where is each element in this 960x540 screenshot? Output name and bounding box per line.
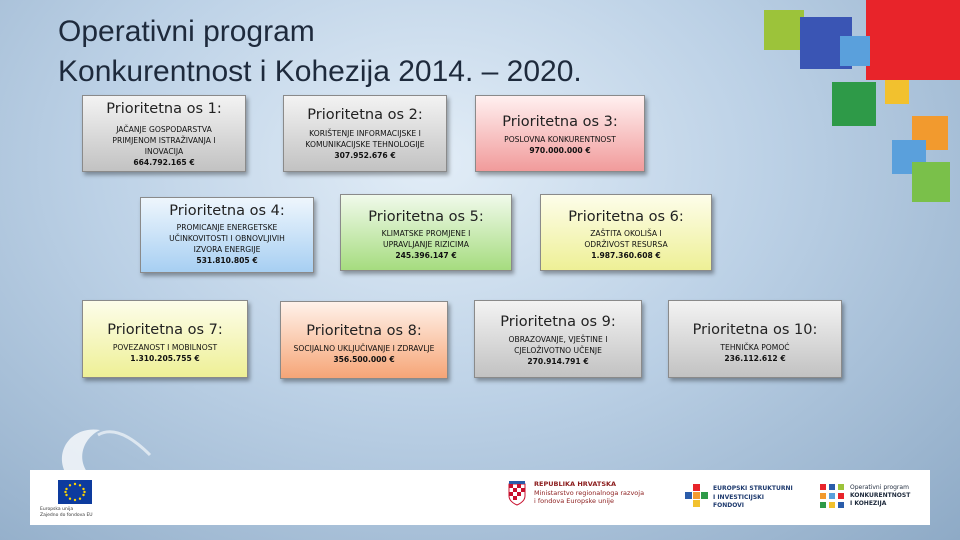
page-title: [58, 12, 582, 92]
op-logo-icon: [820, 484, 844, 508]
priority-axis-8: [280, 301, 448, 379]
esif-label: [713, 485, 793, 511]
priority-heading: Prioritetna os 6:: [568, 209, 684, 225]
priority-description: PROMICANJE ENERGETSKE UČINKOVITOSTI I OBNOVLJIVIH IZVORA ENERGIJE: [169, 223, 285, 254]
priority-axis-7: [82, 300, 248, 378]
priority-heading: Prioritetna os 3:: [502, 114, 618, 130]
op-label-line-1: Operativni program: [850, 484, 909, 491]
priority-description: KLIMATSKE PROMJENE I UPRAVLJANJE RIZICIMA: [381, 229, 471, 249]
esif-logo-icon: [685, 484, 709, 508]
priority-amount: 270.914.791 €: [527, 357, 589, 366]
priority-axis-6: [540, 194, 712, 271]
priority-amount: 1.987.360.608 €: [591, 251, 661, 260]
priority-heading: Prioritetna os 1:: [106, 101, 222, 117]
eu-label: [40, 507, 110, 519]
priority-description: KORIŠTENJE INFORMACIJSKE I KOMUNIKACIJSKE TEHNOLOGIJE: [305, 129, 425, 149]
priority-description: POSLOVNA KONKURENTNOST: [504, 135, 616, 144]
priority-axis-10: [668, 300, 842, 378]
ministry-label-line-1: REPUBLIKA HRVATSKA: [534, 480, 617, 488]
decor-square: [866, 0, 960, 80]
op-label: [850, 484, 930, 508]
priority-heading: Prioritetna os 2:: [307, 107, 423, 123]
ministry-label-line-3: i fondova Europske unije: [534, 497, 614, 505]
priority-heading: Prioritetna os 4:: [169, 203, 285, 219]
priority-axis-5: [340, 194, 512, 271]
priority-axis-9: [474, 300, 642, 378]
priority-amount: 307.952.676 €: [334, 151, 396, 160]
priority-heading: Prioritetna os 8:: [306, 323, 422, 339]
priority-amount: 531.810.805 €: [196, 256, 258, 265]
eu-flag-icon: [58, 480, 92, 504]
priority-axis-2: [283, 95, 447, 172]
op-label-line-2: KONKURENTNOST: [850, 492, 911, 499]
decor-square: [832, 82, 876, 126]
op-label-line-3: I KOHEZIJA: [850, 500, 887, 507]
priority-axis-3: [475, 95, 645, 172]
priority-heading: Prioritetna os 7:: [107, 322, 223, 338]
title-line-2: Konkurentnost i Kohezija 2014. – 2020.: [58, 55, 582, 88]
priority-axis-1: [82, 95, 246, 172]
priority-description: JAČANJE GOSPODARSTVA PRIMJENOM ISTRAŽIVANJA I INOVACIJA: [112, 125, 216, 156]
priority-description: OBRAZOVANJE, VJEŠTINE I CJELOŽIVOTNO UČENJE: [508, 335, 608, 355]
decor-square: [912, 162, 950, 202]
esif-label-line-1: EUROPSKI STRUKTURNI: [713, 485, 793, 492]
priority-amount: 245.396.147 €: [395, 251, 457, 260]
priority-axis-4: [140, 197, 314, 273]
priority-amount: 236.112.612 €: [724, 354, 786, 363]
priority-heading: Prioritetna os 10:: [692, 322, 818, 338]
priority-amount: 1.310.205.755 €: [130, 354, 200, 363]
esif-label-line-2: I INVESTICIJSKI FONDOVI: [713, 493, 765, 509]
priority-description: TEHNIČKA POMOĆ: [720, 343, 790, 352]
priority-description: POVEZANOST I MOBILNOST: [112, 343, 218, 352]
priority-amount: 356.500.000 €: [333, 355, 395, 364]
title-line-1: Operativni program: [58, 15, 315, 48]
croatia-coat-of-arms-icon: [508, 480, 526, 506]
priority-heading: Prioritetna os 5:: [368, 209, 484, 225]
footer-logos: [30, 470, 930, 525]
priority-heading: Prioritetna os 9:: [500, 314, 616, 330]
priority-amount: 664.792.165 €: [133, 158, 195, 167]
eu-label-line-2: Zajedno do fondova EU: [40, 513, 93, 518]
ministry-label-line-2: Ministarstvo regionalnoga razvoja: [534, 488, 645, 497]
priority-description: ZAŠTITA OKOLIŠA I ODRŽIVOST RESURSA: [584, 229, 668, 249]
decor-square: [840, 36, 870, 66]
ministry-label: [534, 480, 684, 506]
decor-square: [764, 10, 804, 50]
eu-label-line-1: Europska unija: [40, 507, 74, 512]
priority-description: SOCIJALNO UKLJUČIVANJE I ZDRAVLJE: [293, 344, 435, 353]
priority-amount: 970.000.000 €: [529, 146, 591, 155]
decor-square: [885, 80, 909, 104]
